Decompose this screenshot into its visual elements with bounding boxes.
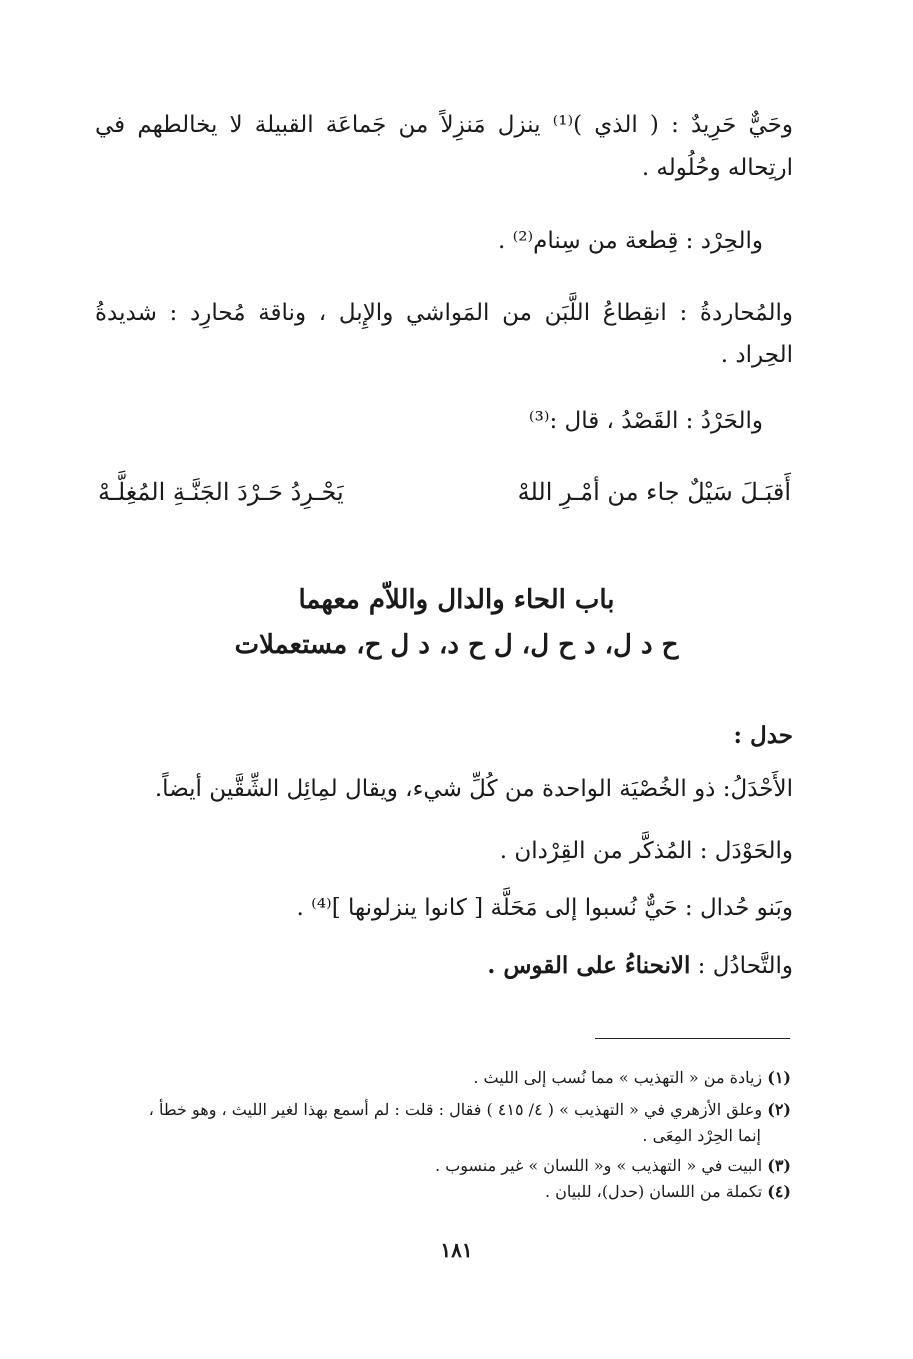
footnote-2 (149, 1100, 791, 1119)
chapter-heading-line-2: ح د ل، د ح ل، ل ح د، د ل ح، مستعملات (234, 630, 679, 660)
entry-ahdal: الأَحْدَلُ: ذو الخُصْيَة الواحدة من كُلِّ شيء، ويقال لمِائِل الشِّقَّين أيضاً. (154, 776, 793, 802)
entry-title: حدل : (733, 722, 793, 749)
verse-hemistich-2: يَحْـرِدُ حَـرْدَ الجَنَّـةِ المُغِلَّـهْ (98, 478, 344, 506)
footnote-3 (435, 1156, 791, 1175)
footnote-2-continuation: إنما الحِرْد المِعَى . (642, 1126, 761, 1145)
page-number: ١٨١ (440, 1238, 473, 1262)
footnote-number: (٣) (767, 1156, 791, 1175)
footnote-text: وعلق الأزهري في « التهذيب » ( ٤/ ٤١٥ ) فقال : قلت : لم أسمع بهذا لغير الليث ، وهو خطأ ، (148, 1100, 763, 1119)
footnote-divider (595, 1038, 790, 1039)
chapter-heading-line-1: باب الحاء والدال واللاّم معهما (298, 585, 615, 615)
footnote-text: تكملة من اللسان (حدل)، للبيان . (544, 1182, 763, 1201)
footnote-text: زيادة من « التهذيب » مما نُسب إلى الليث . (473, 1068, 763, 1087)
entry-tahadul-definition: الانحناءُ على القوس . (487, 952, 691, 979)
paragraph-hard: والحَرْدُ : القَصْدُ ، قال :⁽³⁾ (528, 408, 763, 434)
paragraph-muharada-line-1: والمُحاردةُ : انقِطاعُ اللَّبَن من المَواشي والإِبل ، وناقة مُحارِد : شديدةُ (95, 300, 793, 326)
paragraph-hayy-line-1: وحَيٌّ حَرِيدٌ : ( الذي )⁽¹⁾ ينزل مَنزِلاً من جَماعَة القبيلة لا يخالطهم في (95, 112, 793, 138)
entry-banu-hudal: وبَنو حُدال : حَيٌّ نُسبوا إلى مَحَلَّة [ كانوا ينزلونها ]⁽⁴⁾ . (296, 895, 793, 921)
footnote-1 (473, 1068, 791, 1087)
footnote-number: (٤) (767, 1182, 791, 1201)
footnote-text: البيت في « التهذيب » و« اللسان » غير منسوب . (435, 1156, 763, 1175)
paragraph-hird: والحِرْد : قِطعة من سِنام⁽²⁾ . (497, 228, 763, 254)
footnote-number: (١) (767, 1068, 791, 1087)
verse-hemistich-1: أَقبَـلَ سَيْلٌ جاء من أمْـرِ اللهْ (517, 478, 791, 506)
footnote-4 (545, 1182, 791, 1201)
paragraph-hayy-line-2: ارتِحاله وحُلُوله . (641, 155, 793, 181)
paragraph-muharada-line-2: الحِراد . (720, 342, 793, 368)
entry-tahadul (487, 952, 793, 981)
entry-tahadul-term: والتَّحادُل : (697, 953, 793, 979)
footnote-number: (٢) (767, 1100, 791, 1119)
entry-hawdal: والحَوْدَل : المُذكَّر من القِرْدان . (499, 838, 793, 864)
